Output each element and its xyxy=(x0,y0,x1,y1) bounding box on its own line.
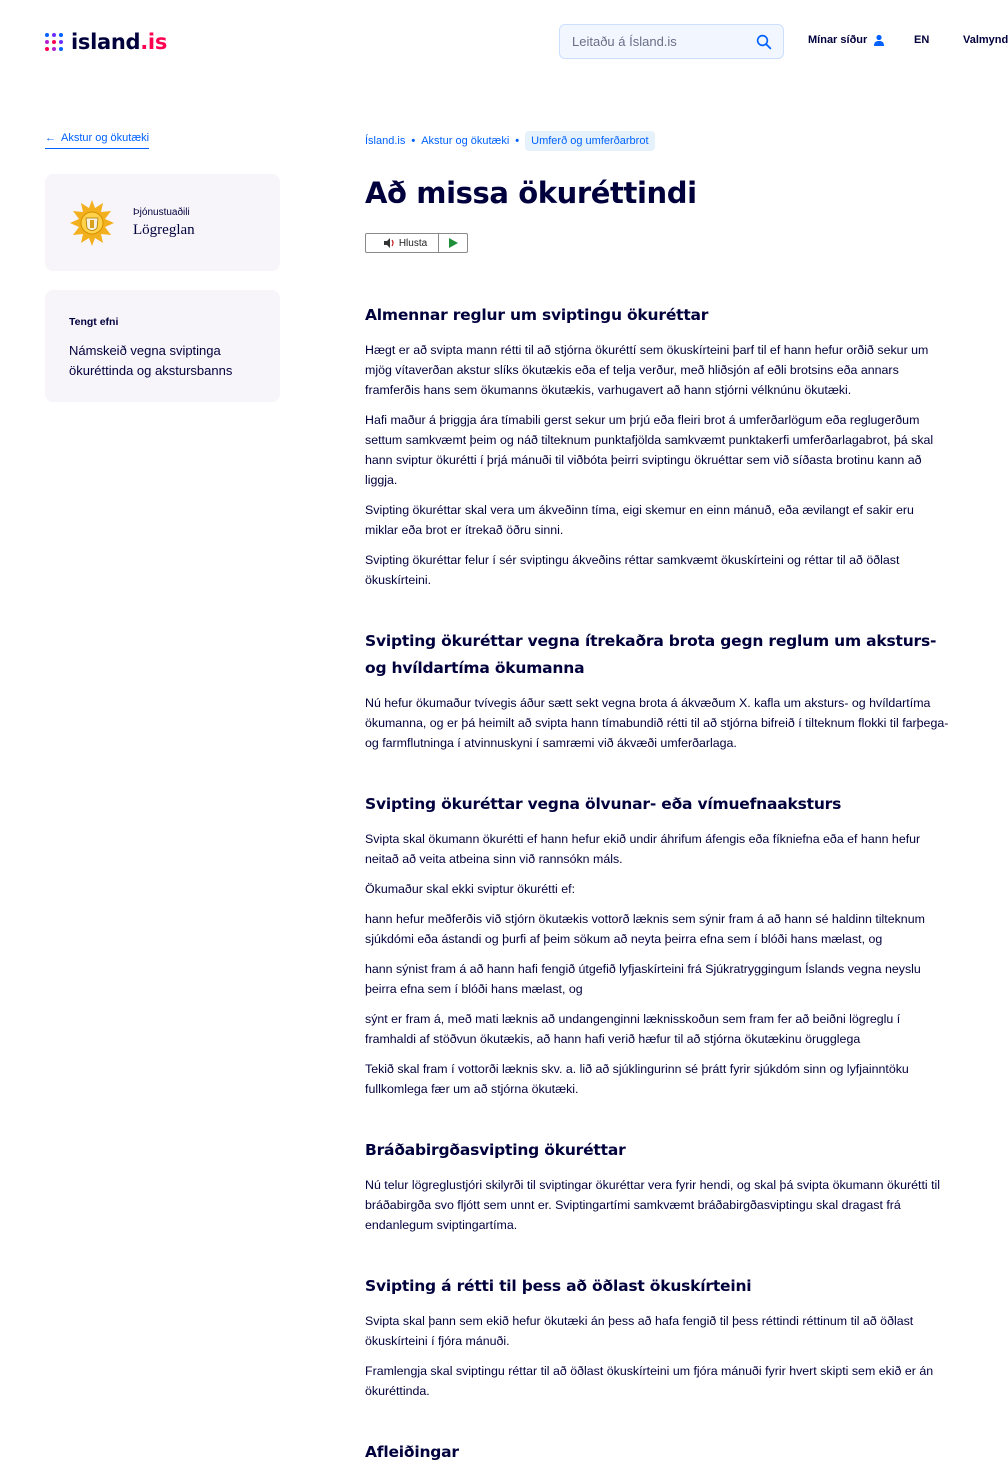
article-section xyxy=(365,1439,950,1466)
speaker-icon xyxy=(383,238,395,248)
search-box xyxy=(559,24,784,59)
related-link[interactable]: Námskeið vegna sviptinga ökuréttinda og akstursbanns xyxy=(69,343,233,378)
language-toggle[interactable]: EN xyxy=(914,34,930,46)
paragraph: Tekið skal fram í vottorði læknis skv. a. lið að sjúklingurinn sé þrátt fyrir sjúkdóm sinn og lyfjainntöku fullkomlega fær um að stjórna ökutæki. xyxy=(365,1062,909,1096)
site-logo[interactable] xyxy=(45,30,167,54)
article-section xyxy=(365,1273,950,1401)
my-pages-label: Mínar síður xyxy=(808,34,868,46)
site-header xyxy=(0,0,1008,84)
article-body xyxy=(365,302,950,1466)
paragraph: Nú telur lögreglustjóri skilyrði til sviptingar ökuréttar vera fyrir hendi, og skal þá svipta ökumann ökurétti til bráðabirgða svo fljótt sem unnt er. Sviptingartími samkvæmt bráðabirgðasviptingu skal dragast frá endanlegum sviptingartíma. xyxy=(365,1178,941,1232)
article-section xyxy=(365,1137,950,1235)
breadcrumb-item-category[interactable]: Akstur og ökutæki xyxy=(421,135,510,147)
page-title: Að missa ökuréttindi xyxy=(365,176,697,210)
org-info xyxy=(133,207,195,239)
paragraph: Svipta skal ökumann ökurétti ef hann hefur ekið undir áhrifum áfengis eða fíkniefna eða ef hann hefur neitað að veita atbeina sinn við rannsókn máls. xyxy=(365,832,921,866)
my-pages-button[interactable] xyxy=(808,34,885,46)
breadcrumb-separator: • xyxy=(411,135,416,147)
paragraph: Nú hefur ökumaður tvívegis áður sætt sekt vegna brota á ákvæðum X. kafla um aksturs- og hvíldartíma ökumanna, og er þá heimilt að svipta hann tímabundið rétti til að stjórna bifreið í tilteknum flokki til farþega- og farmflutninga í atvinnuskyni í samræmi við ákvæði umferðarlaga. xyxy=(365,696,949,750)
arrow-left-icon: ← xyxy=(45,132,56,144)
back-link-label: Akstur og ökutæki xyxy=(61,132,150,144)
breadcrumb-separator: • xyxy=(515,135,520,147)
breadcrumb-item-home[interactable]: Ísland.is xyxy=(365,135,406,147)
article-section xyxy=(365,302,950,590)
service-provider-card[interactable] xyxy=(45,174,280,271)
play-icon xyxy=(449,238,458,248)
related-content-card xyxy=(45,290,280,402)
search-icon[interactable] xyxy=(755,33,773,51)
logo-text: island.is xyxy=(71,30,168,54)
org-label: Þjónustuaðili xyxy=(133,206,190,218)
paragraph: Svipting ökuréttar skal vera um ákveðinn tíma, eigi skemur en einn mánuð, eða ævilangt ef sakir eru miklar eða brot er ítrekað öðru sinni. xyxy=(365,503,914,537)
person-icon xyxy=(873,34,885,46)
listen-label: Hlusta xyxy=(398,237,428,249)
article-section xyxy=(365,791,950,1099)
section-heading: Svipting ökuréttar vegna ítrekaðra brota gegn reglum um aksturs- og hvíldartíma ökumanna xyxy=(365,632,937,677)
back-link[interactable] xyxy=(45,132,149,149)
paragraph: hann hefur meðferðis við stjórn ökutækis vottorð læknis sem sýnir fram á að hann sé haldinn tilteknum sjúkdómi eða ástandi og þurfi af þeim sökum að neyta þeirra efna sem í blóði hans mælast, og xyxy=(365,912,925,946)
listen-button[interactable] xyxy=(366,234,439,252)
paragraph: Ökumaður skal ekki sviptur ökurétti ef: xyxy=(365,882,576,896)
paragraph: hann sýnist fram á að hann hafi fengið útgefið lyfjaskírteini frá Sjúkratryggingum Íslands vegna neyslu þeirra efna sem í blóði hans mælast, og xyxy=(365,962,921,996)
paragraph: Svipting ökuréttar felur í sér sviptingu ákveðins réttar samkvæmt ökuskírteini og réttar til að öðlast ökuskírteini. xyxy=(365,553,900,587)
paragraph: Framlengja skal sviptingu réttar til að öðlast ökuskírteini um fjóra mánuði fyrir hvert skipti sem ekið er án ökuréttinda. xyxy=(365,1364,934,1398)
related-title: Tengt efni xyxy=(69,316,119,328)
police-badge-icon xyxy=(69,198,115,248)
section-heading: Afleiðingar xyxy=(365,1443,459,1461)
paragraph: Svipta skal þann sem ekið hefur ökutæki án þess að hafa fengið til þess réttindi réttinum til að öðlast ökuskírteini í fjóra mánuði. xyxy=(365,1314,914,1348)
section-heading: Almennar reglur um sviptingu ökuréttar xyxy=(365,306,709,324)
org-name: Lögreglan xyxy=(133,221,195,238)
section-heading: Bráðabirgðasvipting ökuréttar xyxy=(365,1141,626,1159)
play-button[interactable] xyxy=(439,234,467,252)
search-input[interactable] xyxy=(572,34,747,49)
section-heading: Svipting ökuréttar vegna ölvunar- eða vímuefnaaksturs xyxy=(365,795,842,813)
section-heading: Svipting á rétti til þess að öðlast ökuskírteini xyxy=(365,1277,752,1295)
paragraph: sýnt er fram á, með mati læknis að undangenginni læknisskoðun sem fram fer að beiðni lögreglu í framhaldi af stöðvun ökutækis, að hann hafi verið hæfur til að stjórna ökutækinu örugglega xyxy=(365,1012,901,1046)
paragraph: Hafi maður á þriggja ára tímabili gerst sekur um þrjú eða fleiri brot á umferðarlögum eða reglugerðum settum samkvæmt þeim og náð tilteknum punktafjölda samkvæmt punktakerfi umferðarlagabrot, þá skal hann sviptur ökurétti í þrjá mánuði til viðbóta þeirri sviptingu ökruéttar sem við síðasta brotinu kann að liggja. xyxy=(365,413,934,487)
logo-grid-icon xyxy=(45,33,63,51)
article-section xyxy=(365,628,950,753)
listen-player xyxy=(365,233,468,253)
menu-button[interactable]: Valmynd xyxy=(963,34,1008,46)
paragraph: Hægt er að svipta mann rétti til að stjórna ökuréttí sem ökuskírteini þarf til ef hann hefur orðið sekur um mjög vítaverðan akstur slíks ökutækis eða ef telja verður, með hliðsjón af eðli brotsins eða annars framferðis hans sem ökumanns ökutækis, varhugavert að hann stjórni vélknúnu ökutæki. xyxy=(365,343,929,397)
breadcrumb-item-subcategory[interactable]: Umferð og umferðarbrot xyxy=(525,131,654,151)
breadcrumb xyxy=(365,131,655,151)
